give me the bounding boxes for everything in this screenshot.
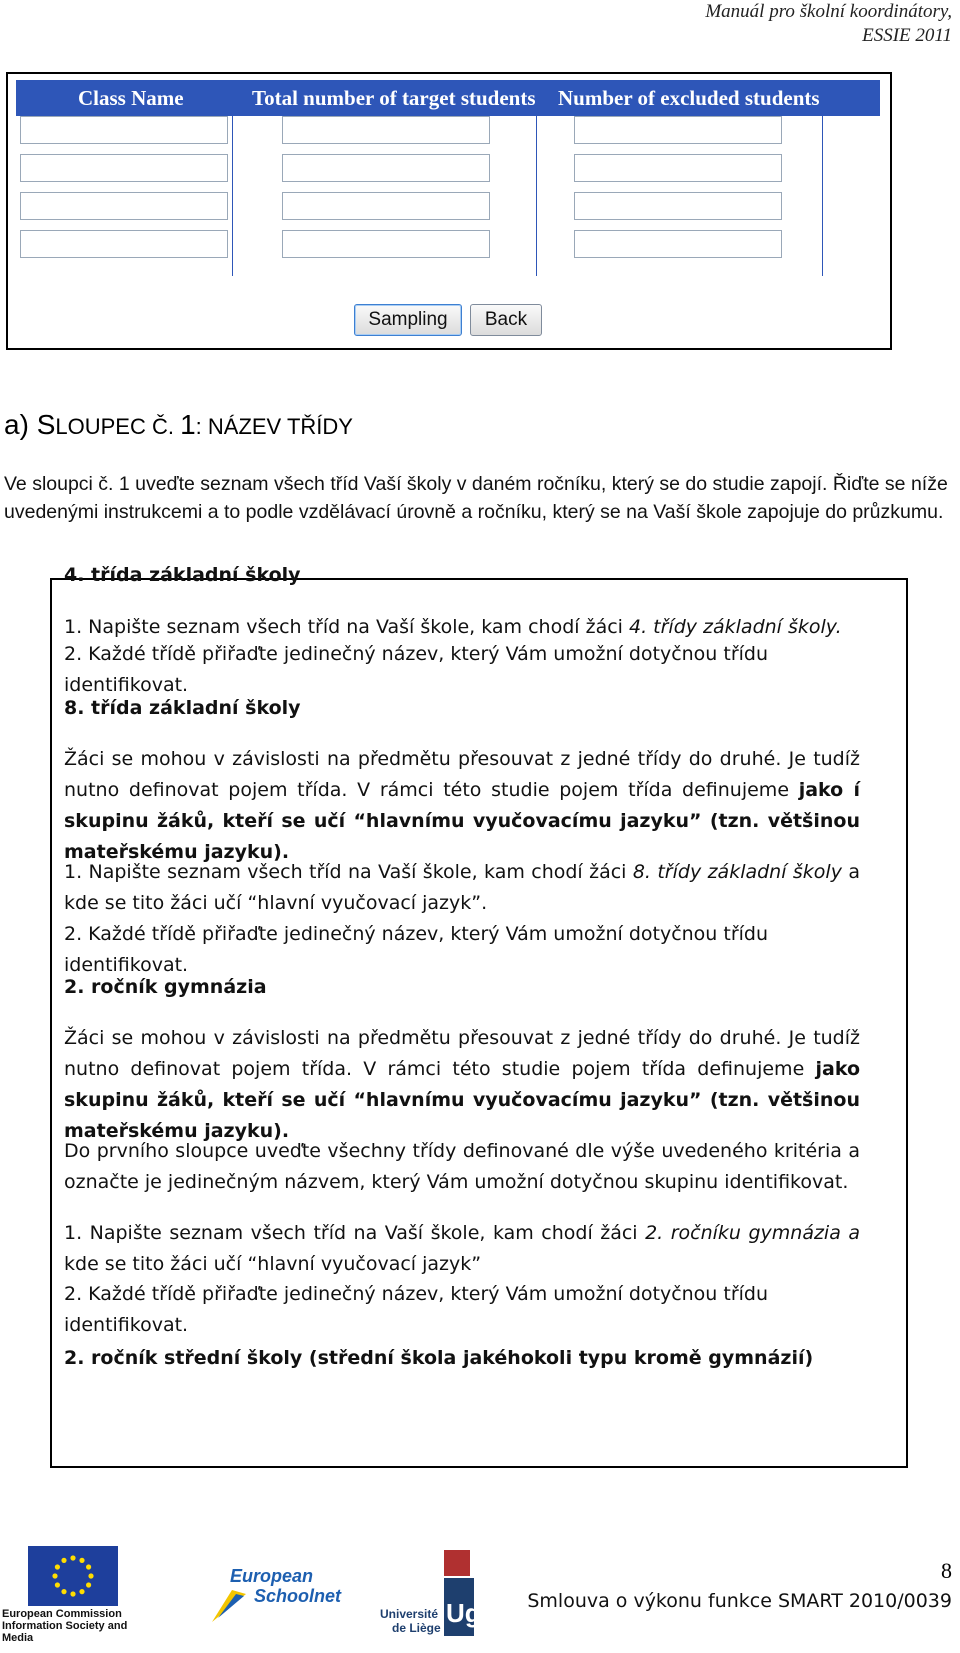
ulg-logo xyxy=(380,1546,500,1641)
es-logo-line1: European xyxy=(230,1566,314,1586)
heading-gymnasium: 2. ročník gymnázia xyxy=(64,976,267,998)
section-prefix: a) xyxy=(4,409,37,440)
total-students-input[interactable] xyxy=(282,230,490,258)
col-class-name: Class Name xyxy=(78,86,184,110)
section-intro: Ve sloupci č. 1 uveďte seznam všech tříd Vaší školy v daném ročníku, který se do studie zapojí. Řiďte se níže uvedenými instrukcemi a to podle vzdělávací úrovně a ročníku, který se na Vaší škole zapojuje do průzkumu. xyxy=(4,473,948,523)
european-schoolnet-logo xyxy=(206,1560,342,1630)
ulg-monogram: Ug xyxy=(446,1598,481,1628)
page-number: 8 xyxy=(941,1558,952,1583)
excluded-students-input[interactable] xyxy=(574,154,782,182)
sampling-button[interactable]: Sampling xyxy=(354,304,462,336)
table-header xyxy=(16,80,880,116)
header-subtitle: ESSIE 2011 xyxy=(862,25,952,46)
section-title-initial: S xyxy=(36,409,56,440)
sampling-form xyxy=(6,72,892,350)
gymnasium-column-note: Do prvního sloupce uveďte všechny třídy definované dle výše uvedeného kritéria a označte je jedinečným názvem, který Vám umožní dotyčnou skupinu identifikovat. xyxy=(64,1140,860,1193)
gymnasium-definition xyxy=(64,1023,860,1147)
heading-secondary: 2. ročník střední školy (střední škola jakéhokoli typu kromě gymnázií) xyxy=(64,1347,814,1369)
ulg-crest-icon xyxy=(444,1550,470,1576)
header-title: Manuál pro školní koordinátory, xyxy=(705,1,952,22)
ulg-name-line2: de Liège xyxy=(392,1621,441,1635)
grade8-step1-rest: a kde se tito žáci učí “hlavní vyučovací jazyk”. xyxy=(64,861,860,914)
grade8-step1-text: 1. Napište seznam všech tříd na Vaší škole, kam chodí žáci xyxy=(64,861,633,883)
grade4-step1-emph: 4. třídy základní školy. xyxy=(628,616,842,638)
heading-grade8: 8. třída základní školy xyxy=(64,697,301,719)
grade8-definition-emph: jako í skupinu žáků, kteří se učí “hlavnímu vyučovacímu jazyku” (tzn. většinou mateřskému jazyku). xyxy=(64,779,860,863)
class-name-input[interactable] xyxy=(20,230,228,258)
excluded-students-input[interactable] xyxy=(574,192,782,220)
gymnasium-definition-text: Žáci se mohou v závislosti na předmětu přesouvat z jedné třídy do druhé. Je tudíž nutno definovat pojem třída. V rámci této studie pojem třída definujeme xyxy=(64,1027,860,1080)
gymnasium-step1-emph: 2. ročníku gymnázia a xyxy=(645,1222,860,1244)
eu-caption-line1: European Commission xyxy=(2,1608,122,1620)
gymnasium-step1 xyxy=(64,1218,860,1280)
class-name-input[interactable] xyxy=(20,116,228,144)
section-heading xyxy=(4,408,353,444)
back-button[interactable]: Back xyxy=(470,304,542,336)
section-title-end: : NÁZEV TŘÍDY xyxy=(195,414,353,439)
col-excluded-students: Number of excluded students xyxy=(558,86,820,110)
gymnasium-definition-emph: jako skupinu žáků, kteří se učí “hlavnímu vyučovacímu jazyku” (tzn. většinou mateřskému jazyku). xyxy=(64,1058,860,1142)
total-students-input[interactable] xyxy=(282,154,490,182)
excluded-students-input[interactable] xyxy=(574,230,782,258)
column-divider xyxy=(536,116,537,276)
grade8-definition-text: Žáci se mohou v závislosti na předmětu přesouvat z jedné třídy do druhé. Je tudíž nutno definovat pojem třída. V rámci této studie pojem třída definujeme xyxy=(64,748,860,801)
heading-grade4: 4. třída základní školy xyxy=(64,564,301,586)
total-students-input[interactable] xyxy=(282,192,490,220)
page-header xyxy=(705,0,952,48)
grade8-step2: 2. Každé třídě přiřaďte jedinečný název, který Vám umožní dotyčnou třídu identifikovat. xyxy=(64,923,769,976)
section-title-number: 1 xyxy=(180,409,196,440)
es-logo-line2: Schoolnet xyxy=(254,1586,342,1606)
grade8-definition xyxy=(64,744,860,868)
eu-logo xyxy=(0,1546,150,1653)
column-divider xyxy=(822,116,823,276)
grade4-step1-text: 1. Napište seznam všech tříd na Vaší škole, kam chodí žáci xyxy=(64,616,629,638)
section-title-text: LOUPEC Č. xyxy=(55,414,181,439)
contract-note: Smlouva o výkonu funkce SMART 2010/0039 xyxy=(527,1590,952,1612)
total-students-input[interactable] xyxy=(282,116,490,144)
eu-flag-icon xyxy=(28,1546,118,1606)
column-divider xyxy=(232,116,233,276)
grade8-step1-emph: 8. třídy základní školy xyxy=(632,861,842,883)
gymnasium-step1-rest: kde se tito žáci učí “hlavní vyučovací jazyk” xyxy=(64,1253,482,1275)
eu-caption-line2: Information Society and Media xyxy=(2,1620,128,1644)
instructions-box xyxy=(50,564,908,1468)
grade8-step1 xyxy=(64,857,860,919)
gymnasium-step2: 2. Každé třídě přiřaďte jedinečný název, který Vám umožní dotyčnou třídu identifikovat. xyxy=(64,1283,769,1336)
grade4-step2: 2. Každé třídě přiřaďte jedinečný název, který Vám umožní dotyčnou třídu identifikovat. xyxy=(64,643,769,696)
class-name-input[interactable] xyxy=(20,192,228,220)
excluded-students-input[interactable] xyxy=(574,116,782,144)
gymnasium-step1-text: 1. Napište seznam všech tříd na Vaší škole, kam chodí žáci xyxy=(64,1222,646,1244)
class-name-input[interactable] xyxy=(20,154,228,182)
ulg-name-line1: Université xyxy=(380,1607,439,1621)
eu-caption xyxy=(2,1608,150,1644)
col-total-students: Total number of target students xyxy=(252,86,536,110)
